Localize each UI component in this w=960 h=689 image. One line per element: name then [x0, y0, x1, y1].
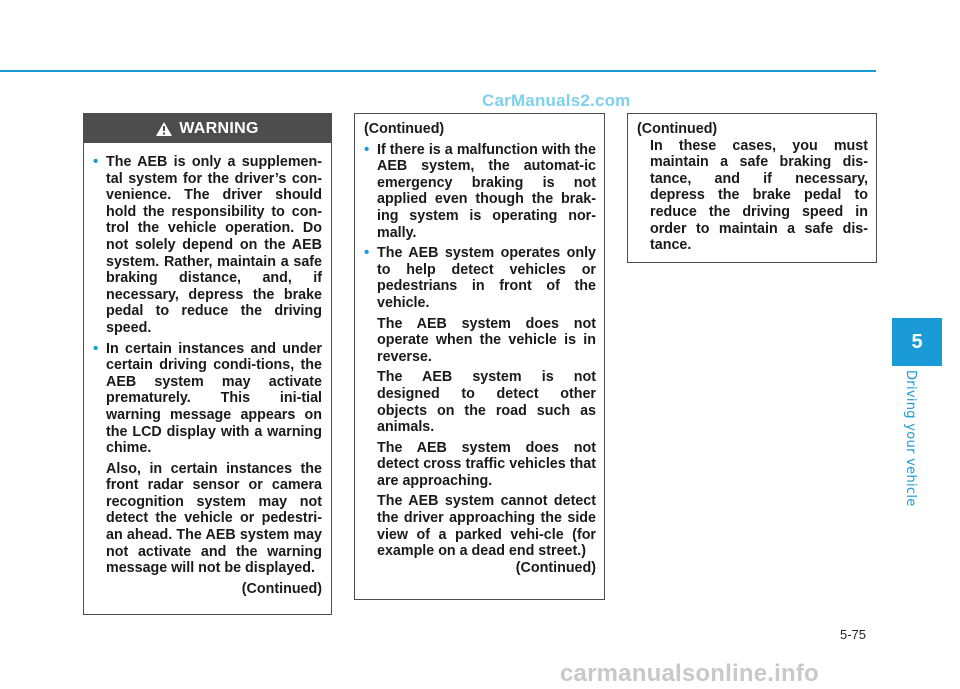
col2-bullet-2: • The AEB system operates only to help detect vehicles or pedestrians in front of the vehicle.: [364, 245, 596, 311]
col2-continued-bottom: (Continued): [515, 559, 596, 576]
col2-bullet-1: • If there is a malfunction with the AEB system, the automat-ic emergency braking is not applied even though the brak-ing system is operating nor-mally.: [364, 142, 596, 242]
col2-para-4: The AEB system cannot detect the driver approaching the side view of a parked vehi-cle (for example on a dead end street.): [377, 493, 596, 560]
watermark-bottom: carmanualsonline.info: [560, 660, 819, 687]
warning-continued: (Continued): [241, 580, 322, 597]
continued-box-3: [627, 113, 877, 263]
chapter-tab: [892, 318, 942, 366]
col3-continued-top: (Continued): [637, 121, 718, 137]
warning-triangle-icon: [156, 122, 172, 136]
col2-para-1: The AEB system does not operate when the vehicle is in reverse.: [377, 315, 596, 365]
warning-heading: WARNING: [179, 119, 259, 137]
warning-bullet-2-continued: Also, in certain instances the front radar sensor or camera recognition system may not detect the vehicle or pedestri-an ahead. The AEB system may not activate and the warning message will not be displayed.: [106, 460, 322, 577]
warning-bullet-1: • The AEB is only a supplemen-tal system for the driver’s con-venience. The driver should hold the responsibility to con-trol the vehicle operation. Do not solely depend on the AEB system. Rather, maintain a safe braking distance, and, if necessary, depress the brake pedal to reduce the driving speed.: [93, 154, 322, 337]
warning-header: [84, 114, 331, 143]
warning-box: [83, 113, 332, 615]
warning-bullet-2: • In certain instances and under certain driving condi-tions, the AEB system may activate prematurely. This ini-tial warning message appears on the LCD display with a warning chime.: [93, 341, 322, 457]
chapter-number: 5: [911, 330, 923, 353]
continued-box-2: [354, 113, 605, 600]
col3-para-1: In these cases, you must maintain a safe braking dis-tance, and if necessary, depress the brake pedal to reduce the driving speed in order to maintain a safe dis-tance.: [650, 137, 868, 254]
header-rule: [0, 70, 876, 72]
col2-continued-top: (Continued): [364, 121, 445, 137]
chapter-label: Driving your vehicle: [903, 370, 918, 507]
col2-para-3: The AEB system does not detect cross traffic vehicles that are approaching.: [377, 439, 596, 489]
page-number: 5-75: [840, 627, 867, 642]
watermark-top: CarManuals2.com: [482, 91, 631, 110]
col2-para-2: The AEB system is not designed to detect other objects on the road such as animals.: [377, 369, 596, 436]
